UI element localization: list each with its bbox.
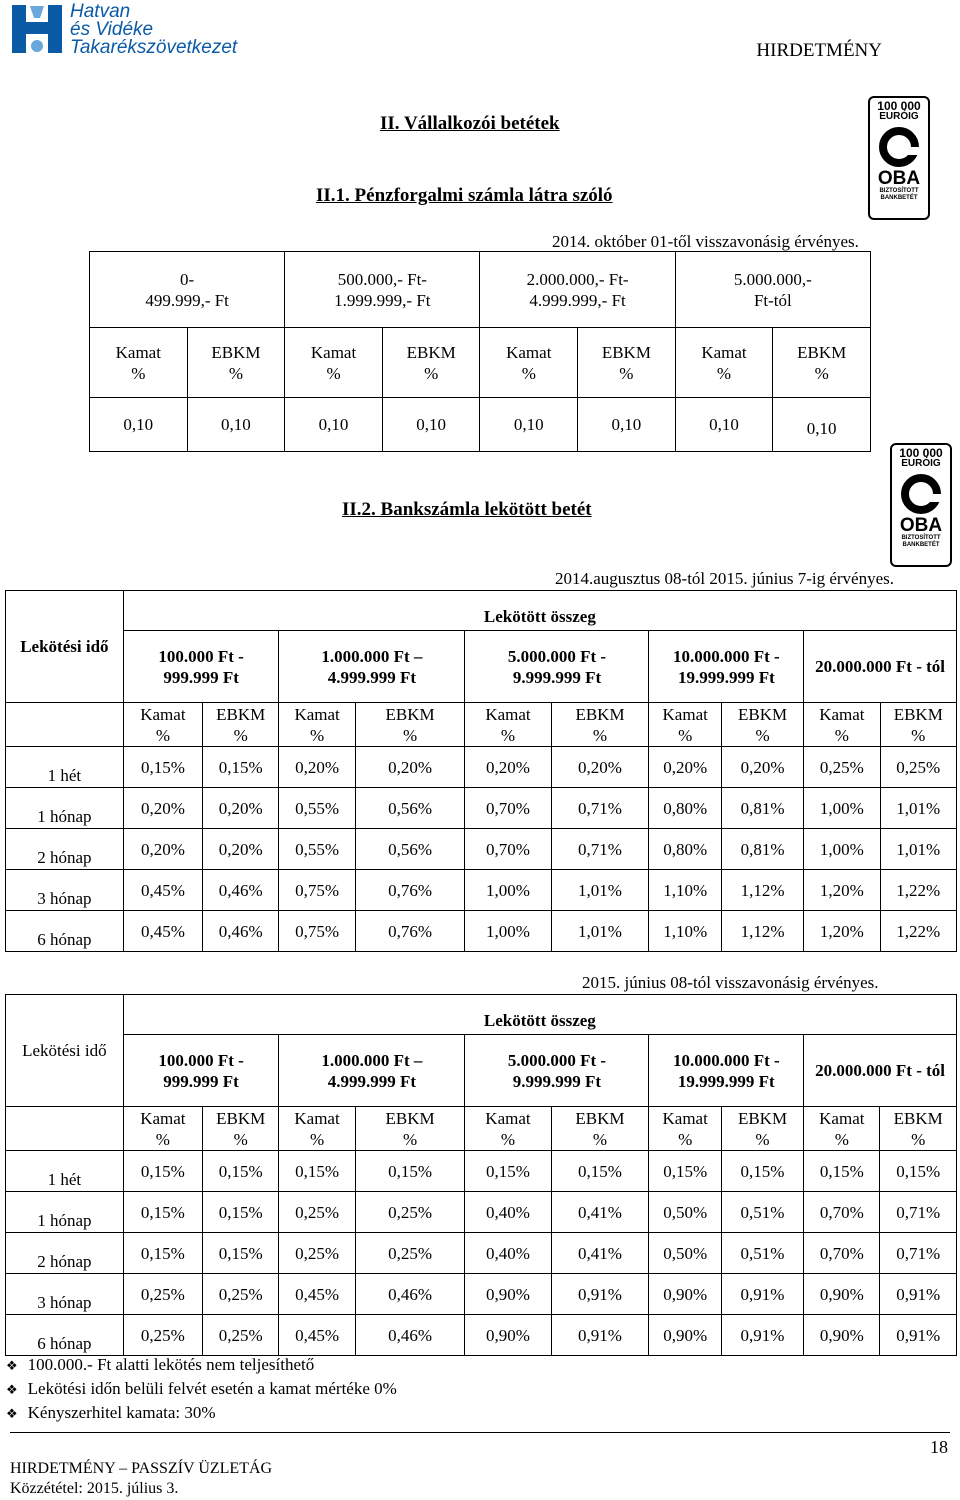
s2-rate: 1,10% xyxy=(649,870,721,911)
s3-rate: 0,25% xyxy=(279,1192,355,1233)
s3-rate: 0,15% xyxy=(880,1151,957,1192)
s2-lekotott-header: Lekötött összeg xyxy=(123,591,956,631)
s1-value: 0,10 xyxy=(773,398,871,452)
s2-rate: 0,75% xyxy=(279,911,355,952)
s2-validity: 2014.augusztus 08-tól 2015. június 7-ig érvényes. xyxy=(555,569,895,588)
s2-ebkm-header: EBKM % xyxy=(551,703,649,747)
s2-range: 100.000 Ft - 999.999 Ft xyxy=(123,631,279,703)
s2-rate: 0,56% xyxy=(355,829,465,870)
s3-ebkm-header: EBKM % xyxy=(880,1107,957,1151)
s3-rate: 0,15% xyxy=(123,1192,202,1233)
s2-ebkm-header: EBKM % xyxy=(880,703,956,747)
s2-range: 5.000.000 Ft - 9.999.999 Ft xyxy=(465,631,649,703)
s3-rate: 0,15% xyxy=(202,1151,278,1192)
s2-rate: 0,45% xyxy=(123,870,202,911)
s3-rate: 0,50% xyxy=(649,1192,721,1233)
s3-rate: 0,91% xyxy=(880,1315,957,1356)
s1-value: 0,10 xyxy=(90,398,188,452)
s1-value: 0,10 xyxy=(187,398,285,452)
s3-rate: 0,25% xyxy=(202,1315,278,1356)
s3-rate: 0,15% xyxy=(279,1151,355,1192)
s2-period: 2 hónap xyxy=(6,829,124,870)
s2-rate: 1,00% xyxy=(804,829,880,870)
s3-rate: 0,91% xyxy=(551,1274,649,1315)
s3-ebkm-header: EBKM % xyxy=(721,1107,803,1151)
footer-date: Közzététel: 2015. július 3. xyxy=(10,1480,179,1497)
s3-rate: 0,15% xyxy=(804,1151,880,1192)
badge-brand: OBA xyxy=(877,168,921,189)
s3-rate: 0,41% xyxy=(551,1192,649,1233)
s3-rate: 0,46% xyxy=(355,1315,465,1356)
s2-rate: 0,81% xyxy=(721,788,803,829)
s2-period: 3 hónap xyxy=(6,870,124,911)
s1-ebkm-header: EBKM % xyxy=(382,328,480,398)
s2-kamat-header: Kamat % xyxy=(649,703,721,747)
s1-ebkm-header: EBKM % xyxy=(578,328,676,398)
s2-rate: 0,20% xyxy=(721,747,803,788)
s2-rate: 1,01% xyxy=(880,829,956,870)
s1-kamat-header: Kamat % xyxy=(90,328,188,398)
s2-rate: 0,20% xyxy=(649,747,721,788)
badge-brand: OBA xyxy=(899,515,943,536)
s3-rate: 0,41% xyxy=(551,1233,649,1274)
s2-ebkm-header: EBKM % xyxy=(355,703,465,747)
s2-rate: 0,71% xyxy=(551,829,649,870)
s3-rate: 0,25% xyxy=(279,1233,355,1274)
s3-ebkm-header: EBKM % xyxy=(202,1107,278,1151)
note-text: Kényszerhitel kamata: 30% xyxy=(27,1403,216,1422)
s1-range: 5.000.000,- Ft-tól xyxy=(675,252,870,328)
s3-rate: 0,15% xyxy=(123,1151,202,1192)
s3-rate: 0,90% xyxy=(649,1274,721,1315)
s2-rate: 0,20% xyxy=(203,829,279,870)
notes-list xyxy=(6,1354,397,1426)
s2-rate: 0,46% xyxy=(203,870,279,911)
s3-rate: 0,50% xyxy=(649,1233,721,1274)
badge-euroig: EURÓIG xyxy=(879,111,919,122)
s2-rate: 0,80% xyxy=(649,788,721,829)
badge-line4: BIZTOSÍTOTT xyxy=(901,535,941,541)
s2-rate: 0,20% xyxy=(551,747,649,788)
s3-rate: 0,51% xyxy=(721,1233,803,1274)
s3-kamat-header: Kamat % xyxy=(123,1107,202,1151)
badge-amount: 100 000 xyxy=(877,99,921,113)
s2-rate: 0,20% xyxy=(203,788,279,829)
s3-rate: 0,40% xyxy=(465,1233,551,1274)
s2-rate: 0,20% xyxy=(123,788,202,829)
logo-line-3: Takarékszövetkezet xyxy=(70,37,238,58)
s1-kamat-header: Kamat % xyxy=(675,328,773,398)
s3-range: 10.000.000 Ft - 19.999.999 Ft xyxy=(649,1035,804,1107)
s2-rate: 1,22% xyxy=(880,870,956,911)
s3-rate: 0,91% xyxy=(551,1315,649,1356)
s3-ebkm-header: EBKM % xyxy=(355,1107,465,1151)
s3-rate: 0,15% xyxy=(355,1151,465,1192)
badge-euroig: EURÓIG xyxy=(901,458,941,469)
s2-table xyxy=(5,590,957,952)
s3-rate: 0,91% xyxy=(721,1274,803,1315)
oba-badge xyxy=(868,96,930,220)
s3-rate: 0,90% xyxy=(804,1315,880,1356)
logo-line-1: Hatvan xyxy=(70,1,131,22)
note-item xyxy=(6,1378,397,1402)
s3-period: 1 hét xyxy=(6,1151,124,1192)
s3-lekotott-header: Lekötött összeg xyxy=(123,995,956,1035)
s1-title: II.1. Pénzforgalmi számla látra szóló xyxy=(316,185,613,206)
diamond-bullet-icon: ❖ xyxy=(6,1359,18,1374)
s3-period: 3 hónap xyxy=(6,1274,124,1315)
s2-lekotesi-header: Lekötési idő xyxy=(6,591,124,703)
s1-value: 0,10 xyxy=(382,398,480,452)
s1-ebkm-header: EBKM % xyxy=(773,328,871,398)
s3-lekotesi-header: Lekötési idő xyxy=(6,995,124,1107)
s2-rate: 0,25% xyxy=(804,747,880,788)
s2-rate: 0,75% xyxy=(279,870,355,911)
s2-ebkm-header: EBKM % xyxy=(721,703,803,747)
s1-value: 0,10 xyxy=(578,398,676,452)
s1-ebkm-header: EBKM % xyxy=(187,328,285,398)
s2-rate: 0,55% xyxy=(279,788,355,829)
logo-line-2: és Vidéke xyxy=(70,19,154,40)
footer-divider xyxy=(10,1432,950,1433)
s3-rate: 0,91% xyxy=(880,1274,957,1315)
s3-rate: 0,40% xyxy=(465,1192,551,1233)
s3-validity: 2015. június 08-tól visszavonásig érvényes. xyxy=(582,973,879,992)
s2-range: 10.000.000 Ft - 19.999.999 Ft xyxy=(649,631,804,703)
s2-rate: 0,46% xyxy=(203,911,279,952)
s2-rate: 0,20% xyxy=(279,747,355,788)
s2-rate: 1,12% xyxy=(721,911,803,952)
s2-rate: 0,20% xyxy=(355,747,465,788)
s3-rate: 0,25% xyxy=(355,1192,465,1233)
s2-rate: 1,01% xyxy=(551,911,649,952)
s2-title: II.2. Bankszámla lekötött betét xyxy=(342,499,592,520)
bank-logo xyxy=(10,2,270,58)
s2-rate: 0,71% xyxy=(551,788,649,829)
badge-line4: BIZTOSÍTOTT xyxy=(879,188,919,194)
s2-kamat-header: Kamat % xyxy=(123,703,202,747)
s3-range: 100.000 Ft - 999.999 Ft xyxy=(123,1035,279,1107)
s2-rate: 0,76% xyxy=(355,911,465,952)
s3-rate: 0,25% xyxy=(123,1274,202,1315)
s2-rate: 1,00% xyxy=(804,788,880,829)
s3-kamat-header: Kamat % xyxy=(465,1107,551,1151)
s2-rate: 0,81% xyxy=(721,829,803,870)
s2-kamat-header: Kamat % xyxy=(465,703,551,747)
s2-empty-cell xyxy=(6,703,124,747)
s2-rate: 0,15% xyxy=(203,747,279,788)
s2-rate: 0,76% xyxy=(355,870,465,911)
s1-table xyxy=(89,251,871,452)
s2-rate: 0,70% xyxy=(465,829,551,870)
s2-period: 1 hét xyxy=(6,747,124,788)
s3-rate: 0,15% xyxy=(649,1151,721,1192)
s3-rate: 0,51% xyxy=(721,1192,803,1233)
s2-rate: 0,20% xyxy=(123,829,202,870)
s1-value: 0,10 xyxy=(675,398,773,452)
s3-rate: 0,15% xyxy=(202,1192,278,1233)
page-number: 18 xyxy=(930,1437,948,1457)
s3-rate: 0,71% xyxy=(880,1192,957,1233)
s2-rate: 0,55% xyxy=(279,829,355,870)
logo-mark-icon xyxy=(10,2,64,56)
s3-empty-cell xyxy=(6,1107,124,1151)
s3-range: 20.000.000 Ft - tól xyxy=(804,1035,957,1107)
s2-rate: 0,70% xyxy=(465,788,551,829)
s2-rate: 1,20% xyxy=(804,870,880,911)
s3-rate: 0,46% xyxy=(355,1274,465,1315)
s3-rate: 0,90% xyxy=(804,1274,880,1315)
s2-period: 1 hónap xyxy=(6,788,124,829)
s2-rate: 1,22% xyxy=(880,911,956,952)
s2-rate: 1,12% xyxy=(721,870,803,911)
section-title: II. Vállalkozói betétek xyxy=(380,113,560,134)
badge-line5: BANKBETÉT xyxy=(902,542,940,548)
s1-range: 2.000.000,- Ft- 4.999.999,- Ft xyxy=(480,252,675,328)
s3-rate: 0,90% xyxy=(465,1315,551,1356)
s2-rate: 1,01% xyxy=(880,788,956,829)
s1-validity: 2014. október 01-től visszavonásig érvényes. xyxy=(552,232,859,251)
note-text: Lekötési időn belüli felvét esetén a kamat mértéke 0% xyxy=(27,1379,397,1398)
note-text: 100.000.- Ft alatti lekötés nem teljesíthető xyxy=(27,1355,315,1374)
s2-rate: 0,15% xyxy=(123,747,202,788)
s3-rate: 0,25% xyxy=(123,1315,202,1356)
s3-rate: 0,91% xyxy=(721,1315,803,1356)
s2-rate: 1,01% xyxy=(551,870,649,911)
s3-rate: 0,15% xyxy=(202,1233,278,1274)
s2-rate: 1,20% xyxy=(804,911,880,952)
s3-rate: 0,90% xyxy=(465,1274,551,1315)
s2-kamat-header: Kamat % xyxy=(804,703,880,747)
s2-rate: 1,00% xyxy=(465,870,551,911)
s3-rate: 0,70% xyxy=(804,1192,880,1233)
diamond-bullet-icon: ❖ xyxy=(6,1383,18,1398)
s3-ebkm-header: EBKM % xyxy=(551,1107,649,1151)
s2-rate: 0,45% xyxy=(123,911,202,952)
s3-rate: 0,45% xyxy=(279,1274,355,1315)
s3-rate: 0,90% xyxy=(649,1315,721,1356)
s1-value: 0,10 xyxy=(285,398,383,452)
s3-range: 5.000.000 Ft - 9.999.999 Ft xyxy=(465,1035,649,1107)
s3-period: 6 hónap xyxy=(6,1315,124,1356)
s3-kamat-header: Kamat % xyxy=(279,1107,355,1151)
s1-kamat-header: Kamat % xyxy=(285,328,383,398)
s3-table xyxy=(5,994,957,1356)
oba-ring-icon xyxy=(901,474,941,514)
s2-rate: 0,56% xyxy=(355,788,465,829)
s1-value: 0,10 xyxy=(480,398,578,452)
s2-rate: 0,20% xyxy=(465,747,551,788)
s3-period: 1 hónap xyxy=(6,1192,124,1233)
footer-title: HIRDETMÉNY – PASSZÍV ÜZLETÁG xyxy=(10,1460,273,1477)
s2-rate: 0,80% xyxy=(649,829,721,870)
s2-period: 6 hónap xyxy=(6,911,124,952)
s3-rate: 0,70% xyxy=(804,1233,880,1274)
s3-rate: 0,45% xyxy=(279,1315,355,1356)
s3-rate: 0,71% xyxy=(880,1233,957,1274)
note-item xyxy=(6,1402,397,1426)
s2-rate: 0,25% xyxy=(880,747,956,788)
s2-range: 20.000.000 Ft - tól xyxy=(804,631,957,703)
oba-badge xyxy=(890,443,952,567)
oba-ring-icon xyxy=(879,127,919,167)
s3-kamat-header: Kamat % xyxy=(649,1107,721,1151)
s2-ebkm-header: EBKM % xyxy=(203,703,279,747)
s2-kamat-header: Kamat % xyxy=(279,703,355,747)
s3-rate: 0,15% xyxy=(123,1233,202,1274)
s2-rate: 1,00% xyxy=(465,911,551,952)
s3-rate: 0,15% xyxy=(551,1151,649,1192)
s1-range: 0- 499.999,- Ft xyxy=(90,252,285,328)
doc-label: HIRDETMÉNY xyxy=(756,40,882,61)
s3-rate: 0,15% xyxy=(721,1151,803,1192)
s2-rate: 1,10% xyxy=(649,911,721,952)
s3-period: 2 hónap xyxy=(6,1233,124,1274)
badge-line5: BANKBETÉT xyxy=(880,195,918,201)
badge-amount: 100 000 xyxy=(899,446,943,460)
s3-rate: 0,25% xyxy=(355,1233,465,1274)
s2-range: 1.000.000 Ft – 4.999.999 Ft xyxy=(279,631,465,703)
diamond-bullet-icon: ❖ xyxy=(6,1407,18,1422)
s3-kamat-header: Kamat % xyxy=(804,1107,880,1151)
note-item xyxy=(6,1354,397,1378)
s3-rate: 0,15% xyxy=(465,1151,551,1192)
s3-rate: 0,25% xyxy=(202,1274,278,1315)
s1-range: 500.000,- Ft- 1.999.999,- Ft xyxy=(285,252,480,328)
s1-kamat-header: Kamat % xyxy=(480,328,578,398)
s3-range: 1.000.000 Ft – 4.999.999 Ft xyxy=(279,1035,465,1107)
